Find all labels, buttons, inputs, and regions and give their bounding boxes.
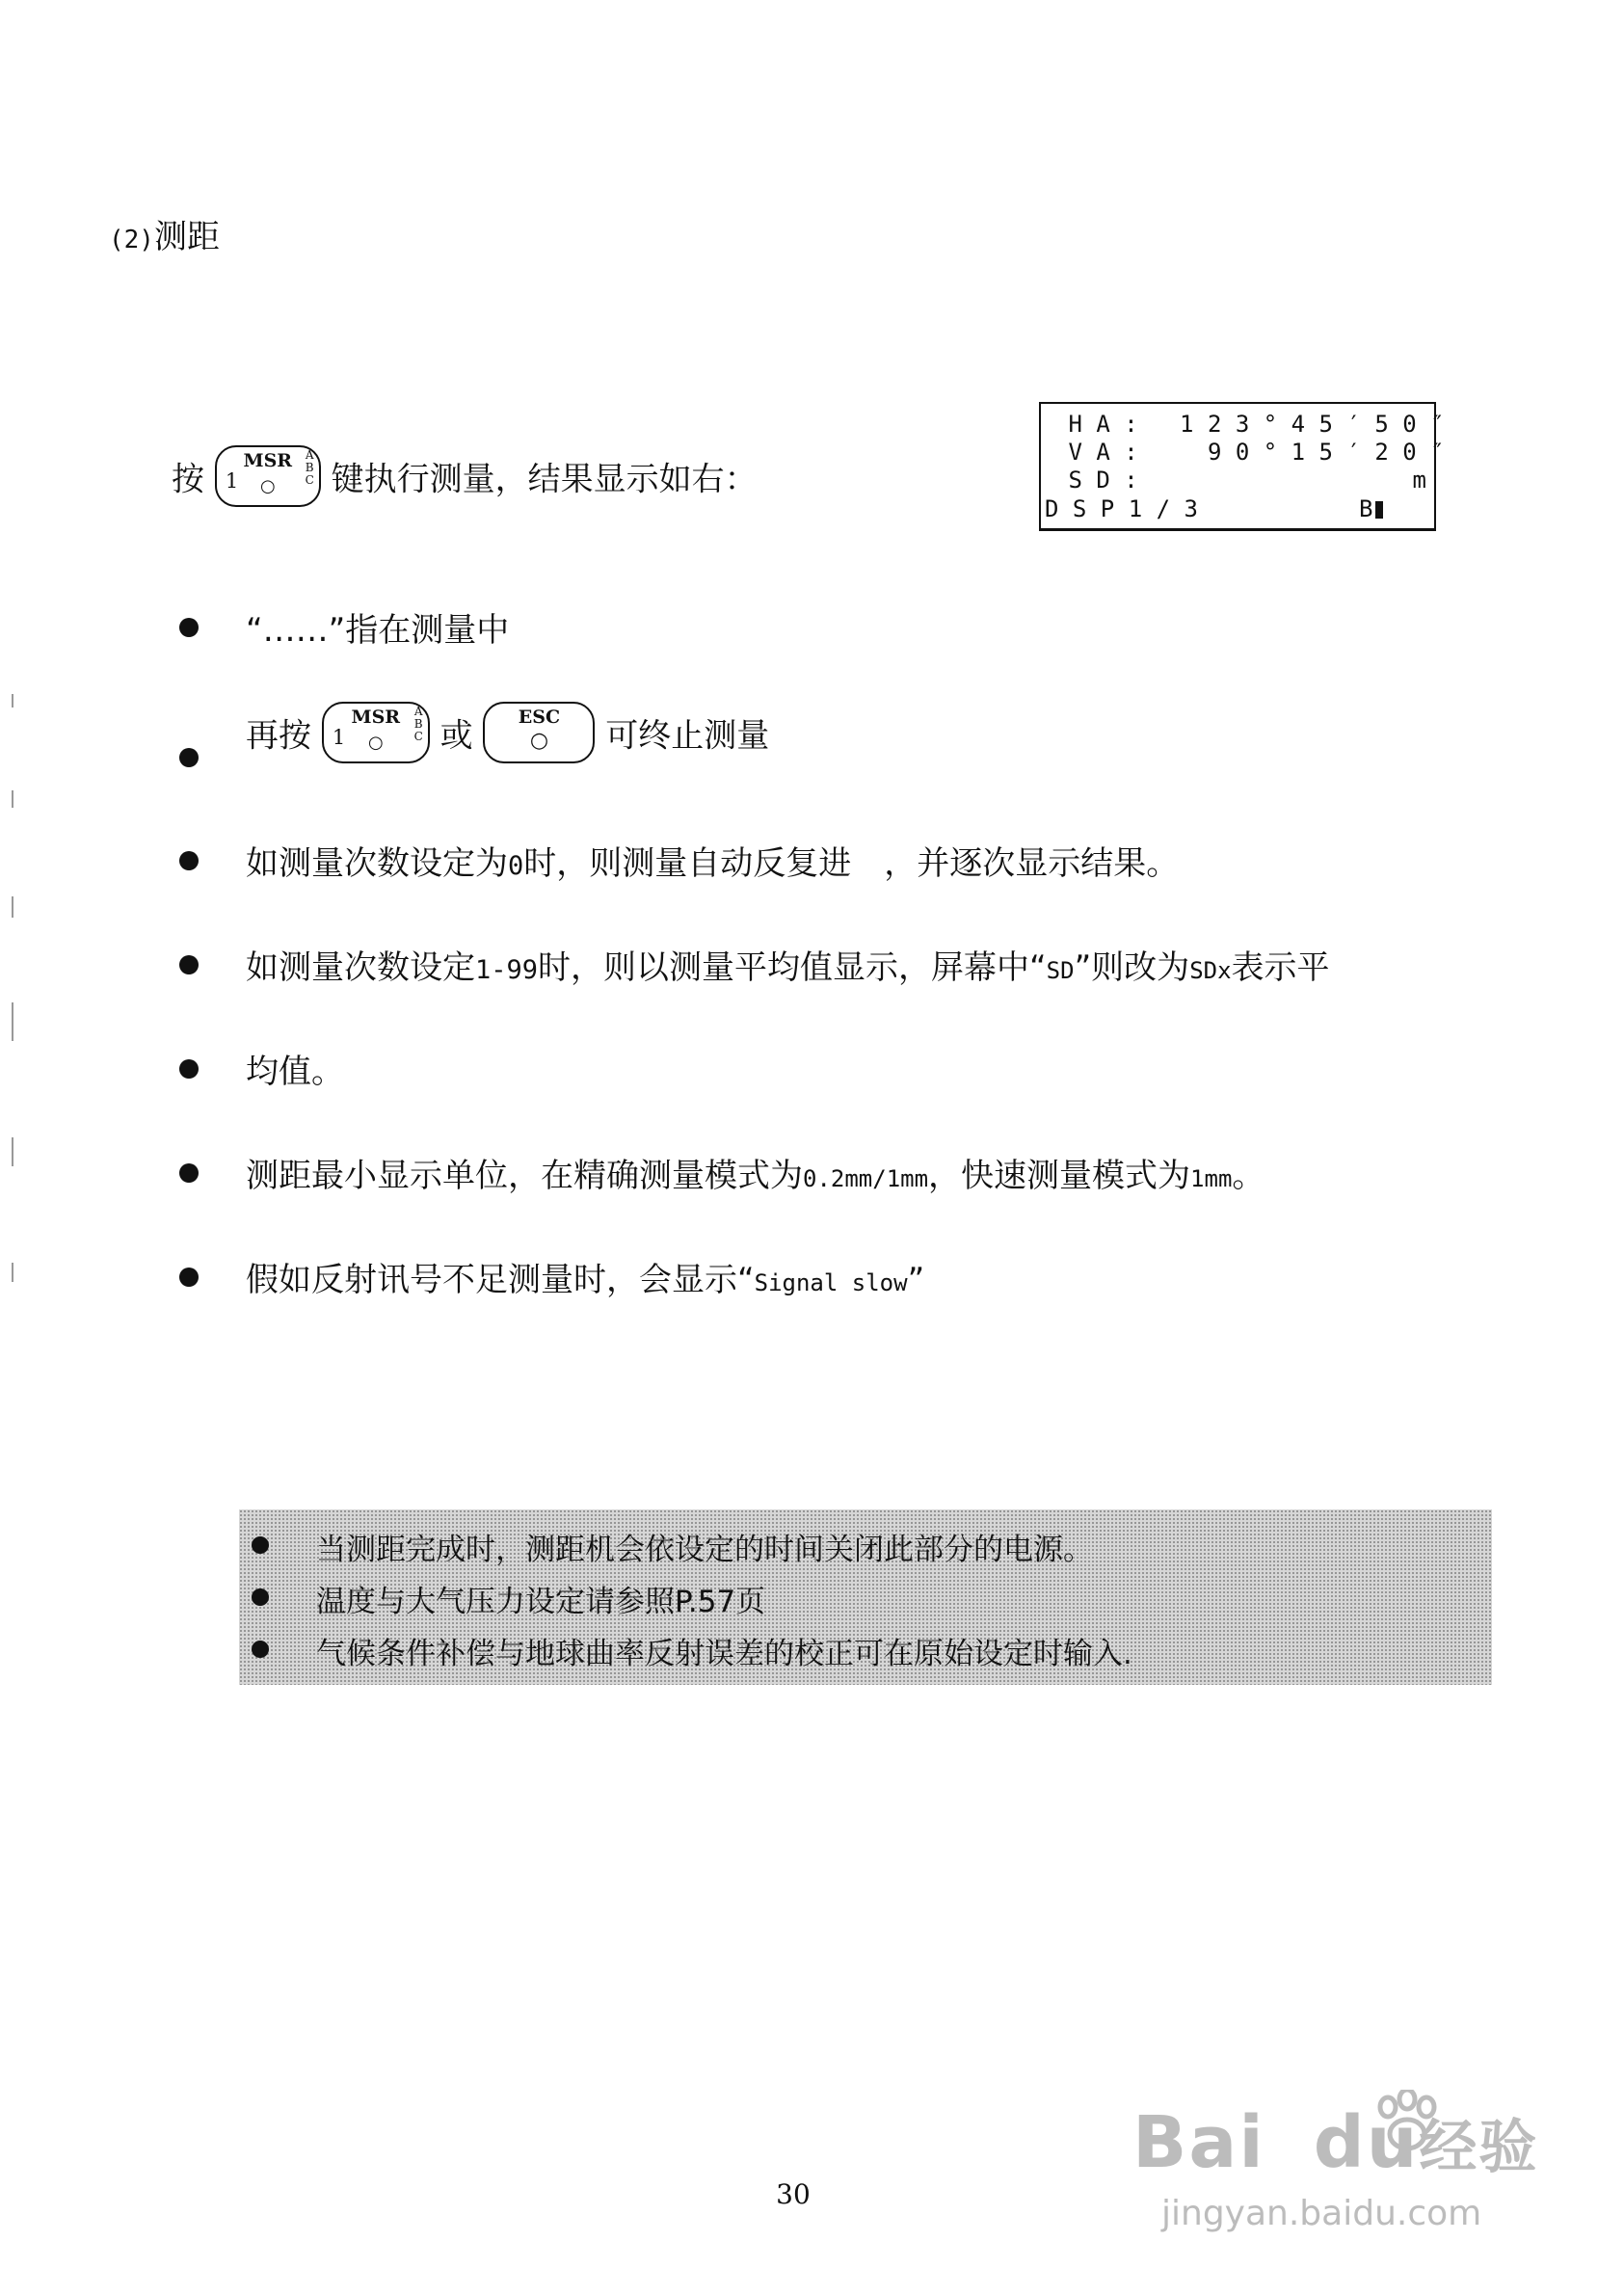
baidu-watermark [1132, 2101, 1566, 2246]
scan-mark [12, 1137, 13, 1166]
bullet-dot [179, 1268, 199, 1287]
bullet-dot [179, 851, 199, 870]
note-item: 气候条件补偿与地球曲率反射误差的校正可在原始设定时输入. [239, 1625, 1492, 1673]
msr-key-label: MSR [243, 450, 293, 471]
note-item: 温度与大气压力设定请参照P.57页 [239, 1573, 1492, 1621]
esc-key-label: ESC [518, 707, 561, 728]
msr-key-number: 1 [225, 469, 239, 493]
note-box [239, 1509, 1492, 1685]
bullet-stop: 再按 MSR 1 ○ A B C 或 ESC ○ 可终止测量 [246, 702, 769, 763]
section-number: (2) [109, 226, 154, 254]
instruction-prefix: 按 [172, 460, 204, 499]
section-title: 测距 [153, 218, 220, 256]
esc-key-icon [483, 702, 595, 763]
bullet-average: 如测量次数设定1-99时，则以测量平均值显示，屏幕中“SD”则改为SDx表示平 [246, 948, 1330, 987]
msr-key-circle: ○ [259, 476, 276, 496]
bullet-repeat: 如测量次数设定为0时，则测量自动反复进 ，并逐次显示结果。 [246, 844, 1180, 883]
bullet-dot [179, 955, 199, 974]
msr-key-icon [215, 445, 321, 507]
msr-key-icon: MSR 1 ○ A B C [322, 702, 430, 763]
bullet-dot [179, 1163, 199, 1183]
lcd-display [1039, 402, 1445, 531]
bullet-dot [179, 748, 199, 767]
msr-key-letters: A B C [305, 448, 314, 487]
scan-mark [12, 790, 13, 808]
scan-mark [12, 1263, 13, 1282]
esc-key-circle: ○ [529, 729, 549, 753]
bullet-dot [252, 1536, 269, 1554]
instruction-suffix: 键执行测量，结果显示如右： [331, 460, 758, 499]
lcd-battery: B [1359, 496, 1383, 521]
bullet-measuring: “……”指在测量中 [246, 611, 510, 650]
lcd-row-dsp: D S P 1 / 3 [1045, 495, 1198, 522]
battery-icon [1375, 501, 1383, 519]
note-item: 当测距完成时，测距机会依设定的时间关闭此部分的电源。 [239, 1521, 1492, 1569]
bullet-dot [252, 1641, 269, 1658]
page-number: 30 [776, 2178, 811, 2210]
bullet-dot [252, 1588, 269, 1606]
lcd-row-sd: S D : [1054, 467, 1138, 494]
bullet-dot [179, 618, 199, 637]
scan-mark [12, 1002, 13, 1041]
lcd-unit: m [1412, 467, 1426, 494]
bullet-signal: 假如反射讯号不足测量时，会显示“Signal slow” [246, 1261, 925, 1299]
bullet-resolution: 测距最小显示单位，在精确测量模式为0.2mm/1mm，快速测量模式为1mm。 [246, 1157, 1265, 1195]
lcd-row-va: V A : 9 0 ° 1 5 ′ 2 0 ″ [1054, 439, 1445, 466]
lcd-row-ha: H A : 1 2 3 ° 4 5 ′ 5 0 ″ [1054, 411, 1445, 438]
scan-mark [12, 896, 13, 918]
watermark-logo: Bai du经验 [1132, 2101, 1539, 2184]
bullet-average-cont: 均值。 [246, 1053, 344, 1091]
watermark-url: jingyan.baidu.com [1161, 2194, 1482, 2233]
scan-mark [12, 694, 13, 707]
bullet-dot [179, 1059, 199, 1079]
instruction-line [172, 445, 758, 507]
section-heading [109, 210, 220, 257]
